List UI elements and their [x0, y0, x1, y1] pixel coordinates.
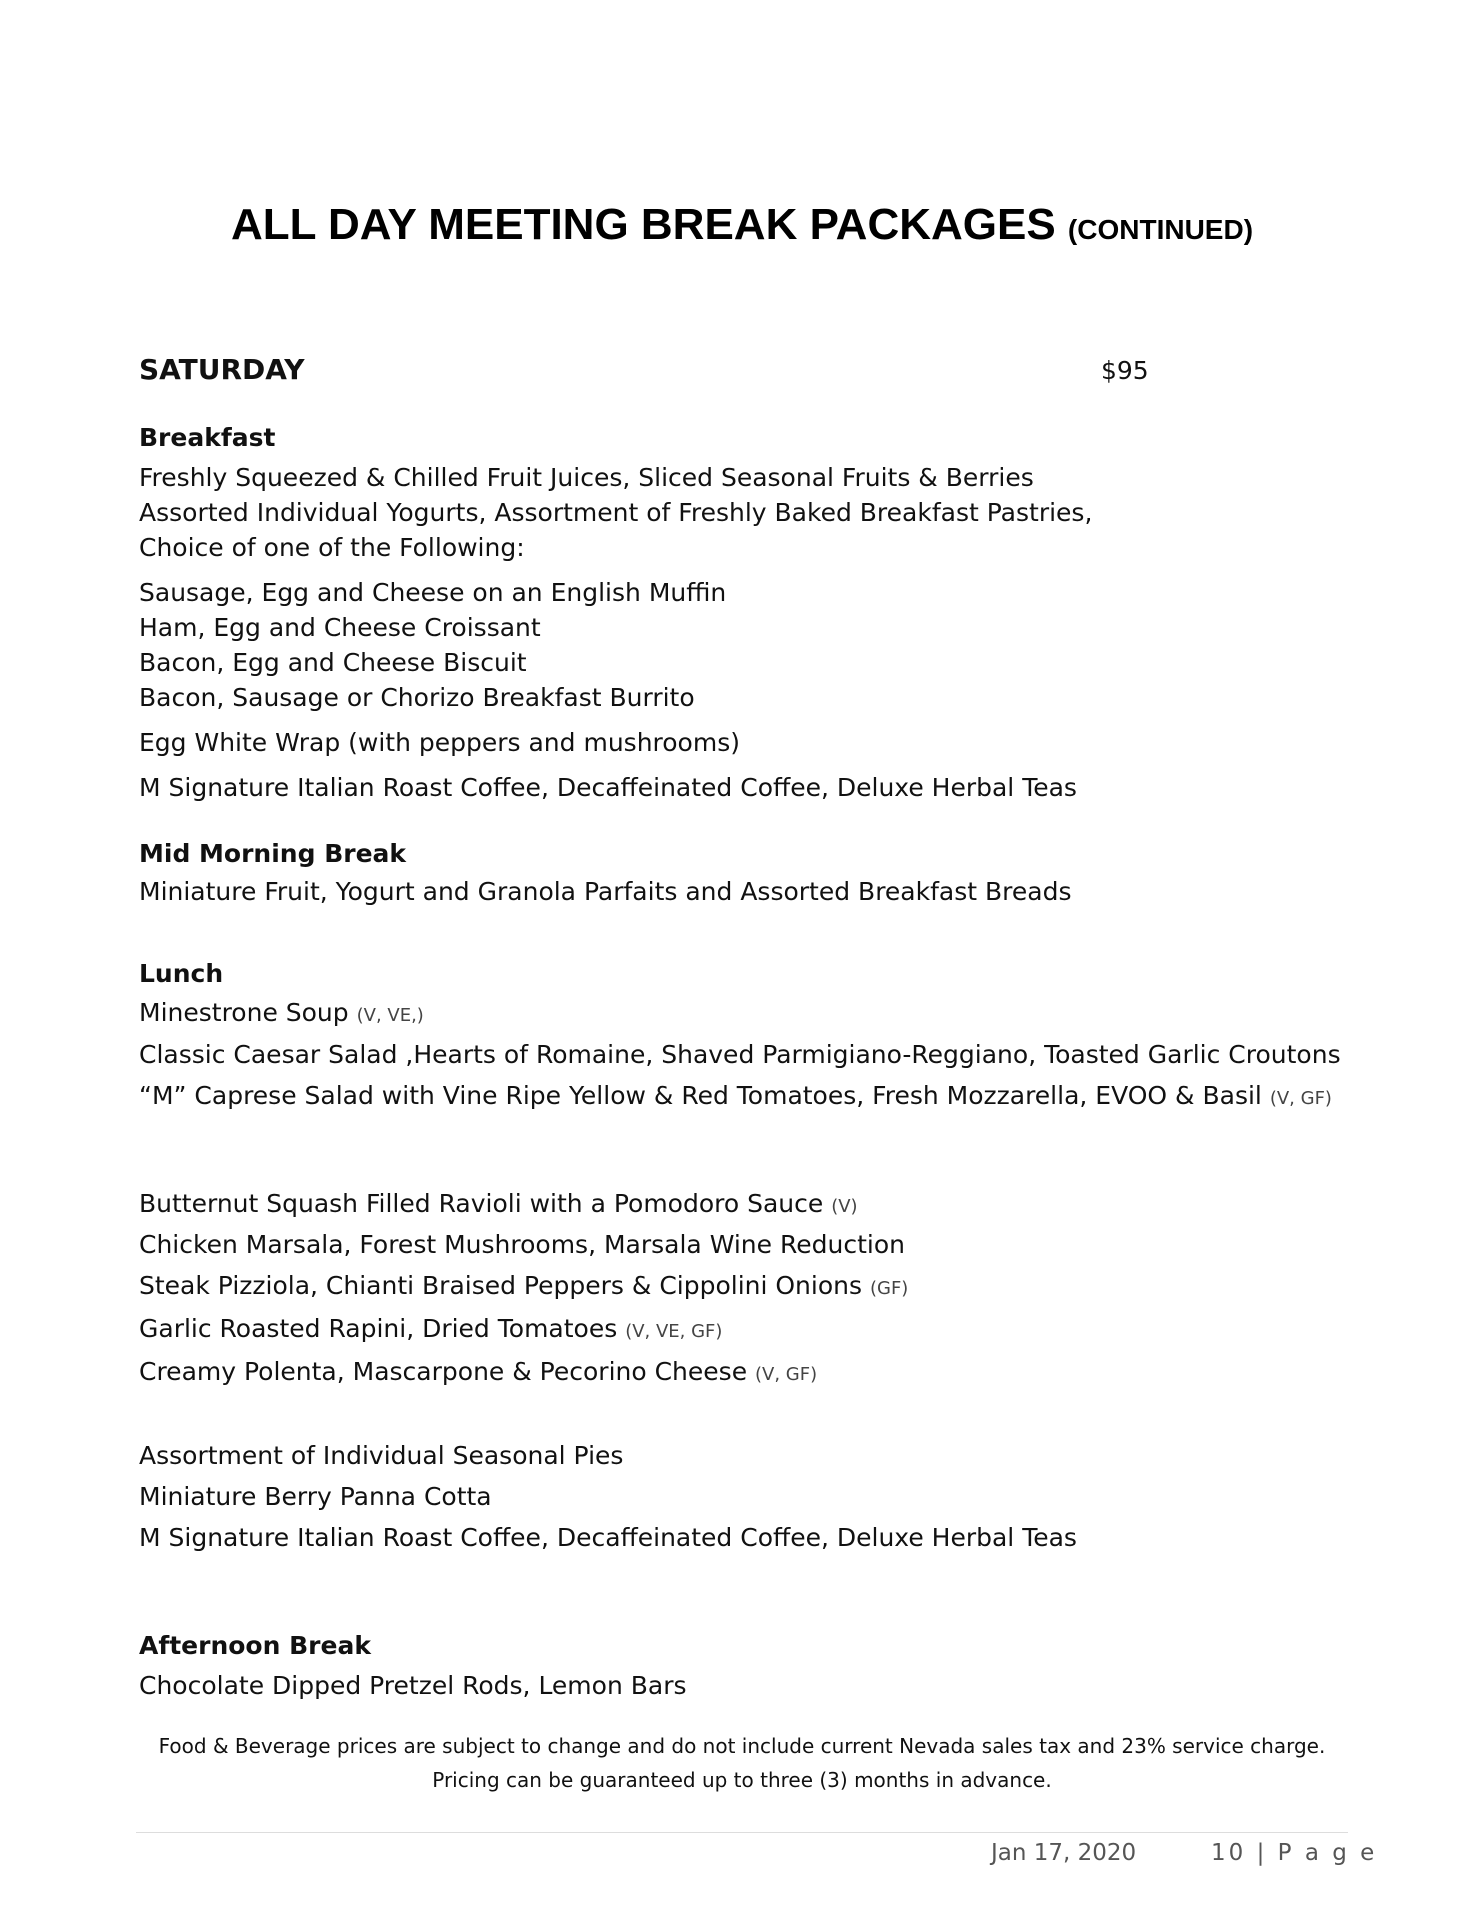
breakfast-line: Ham, Egg and Cheese Croissant	[139, 613, 541, 642]
afternoon-line: Chocolate Dipped Pretzel Rods, Lemon Bars	[139, 1671, 687, 1700]
footer-divider	[136, 1832, 1348, 1833]
lunch-item	[139, 997, 424, 1032]
footer-date: Jan 17, 2020	[991, 1840, 1137, 1866]
mid-morning-line: Miniature Fruit, Yogurt and Granola Parfaits and Assorted Breakfast Breads	[139, 877, 1072, 906]
breakfast-line: Assorted Individual Yogurts, Assortment of Freshly Baked Breakfast Pastries,	[139, 498, 1093, 527]
lunch-item	[139, 1356, 817, 1391]
lunch-item-text: Butternut Squash Filled Ravioli with a Pomodoro Sauce	[139, 1189, 824, 1218]
lunch-item-text: Assortment of Individual Seasonal Pies	[139, 1441, 624, 1470]
page-number: 10 | P a g e	[1211, 1840, 1378, 1866]
title-suffix: (CONTINUED)	[1067, 214, 1254, 245]
lunch-item	[139, 1481, 492, 1513]
lunch-item	[139, 1270, 908, 1305]
breakfast-line: Bacon, Egg and Cheese Biscuit	[139, 648, 527, 677]
lunch-item	[139, 1188, 858, 1223]
lunch-item	[139, 1080, 1332, 1115]
mid-morning-heading: Mid Morning Break	[139, 839, 407, 868]
title-main: ALL DAY MEETING BREAK PACKAGES	[230, 200, 1056, 249]
breakfast-line: Sausage, Egg and Cheese on an English Muffin	[139, 578, 727, 607]
lunch-item	[139, 1440, 623, 1472]
lunch-item	[139, 1522, 1077, 1554]
breakfast-line: Bacon, Sausage or Chorizo Breakfast Burrito	[139, 683, 695, 712]
page-title	[0, 200, 1484, 250]
lunch-heading: Lunch	[139, 959, 224, 988]
lunch-item-text: M Signature Italian Roast Coffee, Decaffeinated Coffee, Deluxe Herbal Teas	[139, 1523, 1077, 1552]
breakfast-heading: Breakfast	[139, 423, 276, 452]
lunch-item-text: Creamy Polenta, Mascarpone & Pecorino Cheese	[139, 1357, 748, 1386]
lunch-item	[139, 1039, 1341, 1071]
breakfast-line: M Signature Italian Roast Coffee, Decaffeinated Coffee, Deluxe Herbal Teas	[139, 773, 1077, 802]
lunch-item-text: Garlic Roasted Rapini, Dried Tomatoes	[139, 1314, 618, 1343]
lunch-item-text: Chicken Marsala, Forest Mushrooms, Marsala Wine Reduction	[139, 1230, 905, 1259]
breakfast-line: Freshly Squeezed & Chilled Fruit Juices, Sliced Seasonal Fruits & Berries	[139, 463, 1034, 492]
breakfast-line: Choice of one of the Following:	[139, 533, 525, 562]
diet-tag: (V, GF)	[1269, 1088, 1332, 1109]
afternoon-heading: Afternoon Break	[139, 1631, 371, 1660]
diet-tag: (GF)	[869, 1278, 909, 1299]
lunch-item-text: Miniature Berry Panna Cotta	[139, 1482, 492, 1511]
lunch-item	[139, 1229, 905, 1261]
diet-tag: (V, GF)	[755, 1364, 818, 1385]
breakfast-line: Egg White Wrap (with peppers and mushrooms)	[139, 728, 740, 757]
lunch-item-text: Classic Caesar Salad ,Hearts of Romaine, Shaved Parmigiano-Reggiano, Toasted Garlic Croutons	[139, 1040, 1341, 1069]
diet-tag: (V, VE, GF)	[625, 1321, 723, 1342]
diet-tag: (V)	[831, 1196, 858, 1217]
footer-note: Pricing can be guaranteed up to three (3) months in advance.	[432, 1768, 1052, 1792]
lunch-item	[139, 1313, 722, 1348]
diet-tag: (V, VE,)	[356, 1005, 424, 1026]
lunch-item-text: Minestrone Soup	[139, 998, 349, 1027]
package-day: SATURDAY	[139, 353, 305, 386]
package-price: $95	[1101, 356, 1149, 385]
footer-note: Food & Beverage prices are subject to change and do not include current Nevada sales tax and 23% service charge.	[158, 1734, 1326, 1758]
lunch-item-text: Steak Pizziola, Chianti Braised Peppers & Cippolini Onions	[139, 1271, 863, 1300]
lunch-item-text: “M” Caprese Salad with Vine Ripe Yellow & Red Tomatoes, Fresh Mozzarella, EVOO & Basil	[139, 1081, 1262, 1110]
